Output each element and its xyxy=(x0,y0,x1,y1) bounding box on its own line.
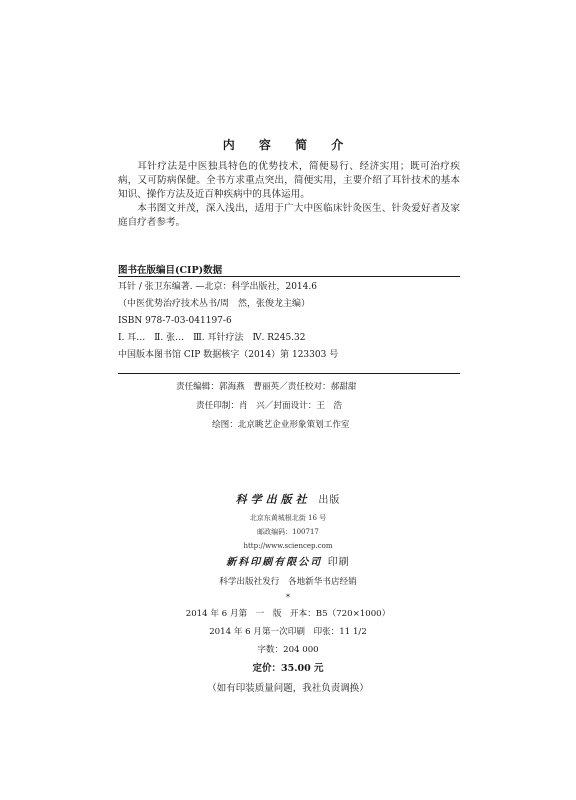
distribution-line: 科学出版社发行 各地新华书店经销 xyxy=(219,577,357,587)
printer-name: 新科印刷有限公司 xyxy=(226,557,323,568)
staff-editors: 责任编辑：郭海燕 曹丽英／责任校对：郝甜甜 xyxy=(176,382,357,392)
printing-line: 2014 年 6 月第一次印刷 印张：11 1/2 xyxy=(209,627,367,637)
separator-star: * xyxy=(286,593,290,602)
publisher-suffix: 出版 xyxy=(318,495,341,506)
staff-illustration: 绘图：北京眺艺企业形象策划工作室 xyxy=(212,420,350,430)
cip-line-title: 耳针 / 张卫东编著. —北京：科学出版社，2014.6 xyxy=(118,282,317,292)
publisher-postcode: 邮政编码：100717 xyxy=(257,528,319,536)
printer-line xyxy=(0,553,576,573)
price-line: 定价：35.00 元 xyxy=(252,663,324,674)
quality-notice: （如有印装质量问题，我社负责调换） xyxy=(207,683,369,694)
intro-title: 内 容 简 介 xyxy=(222,138,354,152)
publisher-url: http://www.sciencep.com xyxy=(243,542,333,550)
cip-line-classification: Ⅰ. 耳… Ⅱ. 张… Ⅲ. 耳针疗法 Ⅳ. R245.32 xyxy=(118,333,306,343)
edition-line: 2014 年 6 月第 一 版 开本：B5（720×1000） xyxy=(185,609,391,619)
publisher-address: 北京东黄城根北街 16 号 xyxy=(249,514,327,522)
publication-info xyxy=(0,490,576,699)
cip-heading: 图书在版编目(CIP)数据 xyxy=(118,265,223,276)
cip-line-record: 中国版本图书馆 CIP 数据核字（2014）第 123303 号 xyxy=(118,350,339,360)
staff-production: 责任印制：肖 兴／封面设计：王 浩 xyxy=(196,401,343,411)
cip-data-box xyxy=(118,276,460,374)
cip-line-series: （中医优势治疗技术丛书/周 然，张俊龙主编） xyxy=(118,299,311,309)
printer-suffix: 印刷 xyxy=(327,557,350,568)
wordcount-line: 字数：204 000 xyxy=(257,645,319,655)
publisher-line xyxy=(0,490,576,511)
intro-text xyxy=(118,160,460,230)
publisher-name: 科学出版社 xyxy=(235,493,311,506)
cip-line-isbn: ISBN 978-7-03-041197-6 xyxy=(118,316,232,326)
intro-paragraph-1: 耳针疗法是中医独具特色的优势技术，简便易行、经济实用；既可治疗疾病，又可防病保健。全书方求重点突出，简便实用，主要介绍了耳针技术的基本知识、操作方法及近百种疾病中的具体运用。 xyxy=(118,161,460,200)
intro-paragraph-2: 本书图文并茂，深入浅出，适用于广大中医临床针灸医生、针灸爱好者及家庭自疗者参考。 xyxy=(118,203,460,228)
